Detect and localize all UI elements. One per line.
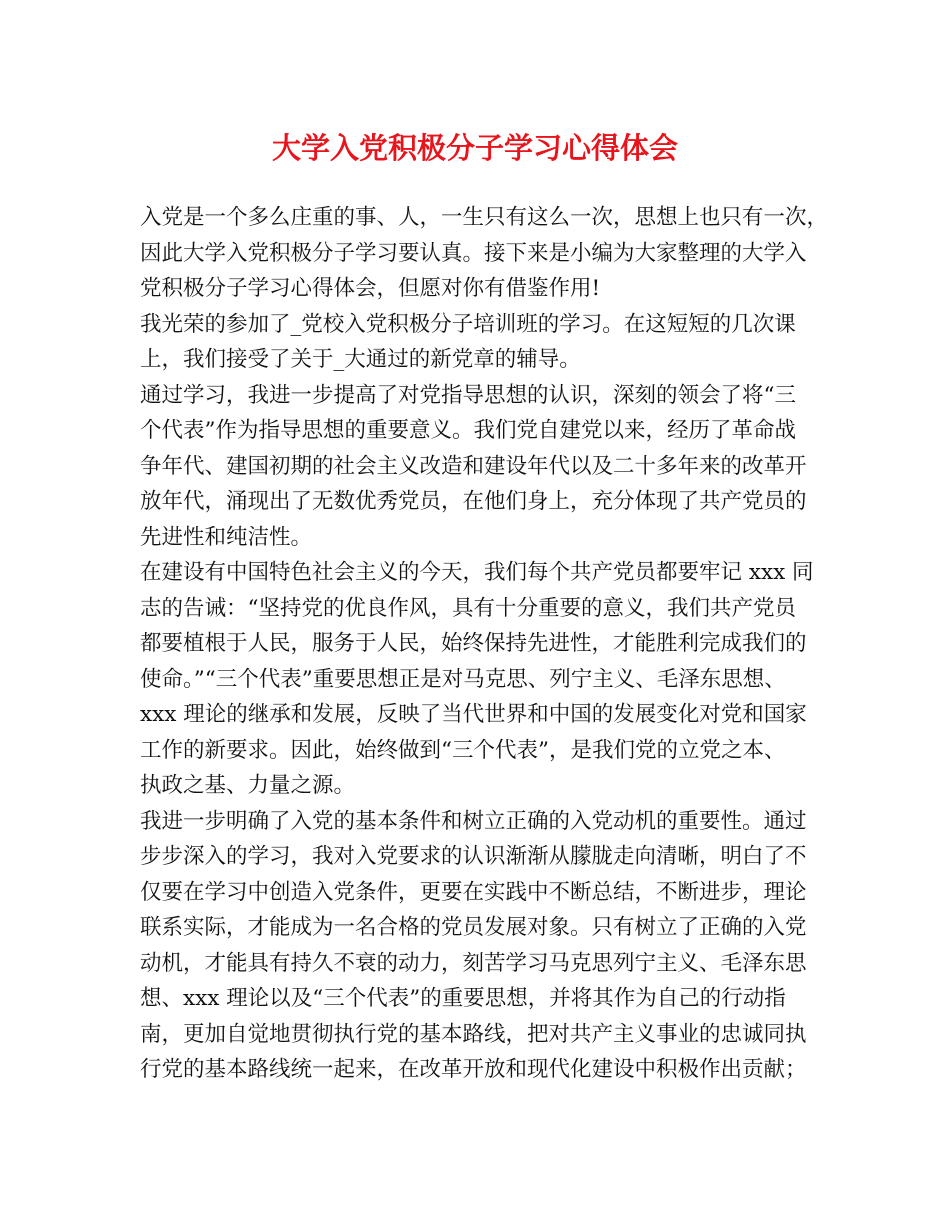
text-line: 志的告诫：“坚持党的优良作风，具有十分重要的意义，我们共产党员	[140, 595, 796, 621]
text-line: 执政之基、力量之源。	[140, 773, 356, 798]
text-line: 放年代，涌现出了无数优秀党员，在他们身上，充分体现了共产党员的	[140, 489, 807, 514]
text-line: xxx 理论的继承和发展，反映了当代世界和中国的发展变化对党和国家	[140, 702, 807, 727]
text-line: 步步深入的学习，我对入党要求的认识渐渐从朦胧走向清晰，明白了不	[140, 844, 807, 869]
text-line: 在建设有中国特色社会主义的今天，我们每个共产党员都要牢记 xxx 同	[140, 560, 814, 585]
document-title: 大学入党积极分子学习心得体会	[271, 131, 678, 165]
text-line: 联系实际，才能成为一名合格的党员发展对象。只有树立了正确的入党	[140, 915, 807, 940]
text-line: 我进一步明确了入党的基本条件和树立正确的入党动机的重要性。通过	[140, 808, 807, 834]
text-line: 通过学习，我进一步提高了对党指导思想的认识，深刻的领会了将“三	[140, 382, 796, 408]
text-line: 我光荣的参加了_党校入党积极分子培训班的学习。在这短短的几次课	[140, 311, 796, 337]
text-line: 争年代、建国初期的社会主义改造和建设年代以及二十多年来的改革开	[140, 453, 807, 479]
text-line: 南，更加自觉地贯彻执行党的基本路线，把对共产主义事业的忠诚同执	[140, 1021, 807, 1047]
text-line: 先进性和纯洁性。	[140, 524, 313, 550]
text-line: 仅要在学习中创造入党条件，更要在实践中不断总结，不断进步，理论	[140, 879, 807, 905]
text-line: 因此大学入党积极分子学习要认真。接下来是小编为大家整理的大学入	[140, 240, 807, 266]
text-line: 上，我们接受了关于_大通过的新党章的辅导。	[140, 347, 581, 372]
text-line: 党积极分子学习心得体会，但愿对你有借鉴作用!	[140, 276, 601, 301]
text-line: 入党是一个多么庄重的事、人，一生只有这么一次，思想上也只有一次，	[140, 205, 829, 230]
text-line: 都要植根于人民，服务于人民，始终保持先进性，才能胜利完成我们的	[140, 631, 807, 656]
text-line: 工作的新要求。因此，始终做到“三个代表”，是我们党的立党之本、	[140, 737, 786, 763]
document-body	[140, 200, 829, 1088]
text-line: 想、xxx 理论以及“三个代表”的重要思想，并将其作为自己的行动指	[140, 986, 786, 1011]
text-line: 个代表”作为指导思想的重要意义。我们党自建党以来，经历了革命战	[140, 418, 796, 443]
text-line: 行党的基本路线统一起来，在改革开放和现代化建设中积极作出贡献；	[140, 1057, 807, 1082]
text-line: 动机，才能具有持久不衰的动力，刻苦学习马克思列宁主义、毛泽东思	[140, 950, 807, 976]
text-line: 使命。”“三个代表”重要思想正是对马克思、列宁主义、毛泽东思想、	[140, 666, 786, 692]
